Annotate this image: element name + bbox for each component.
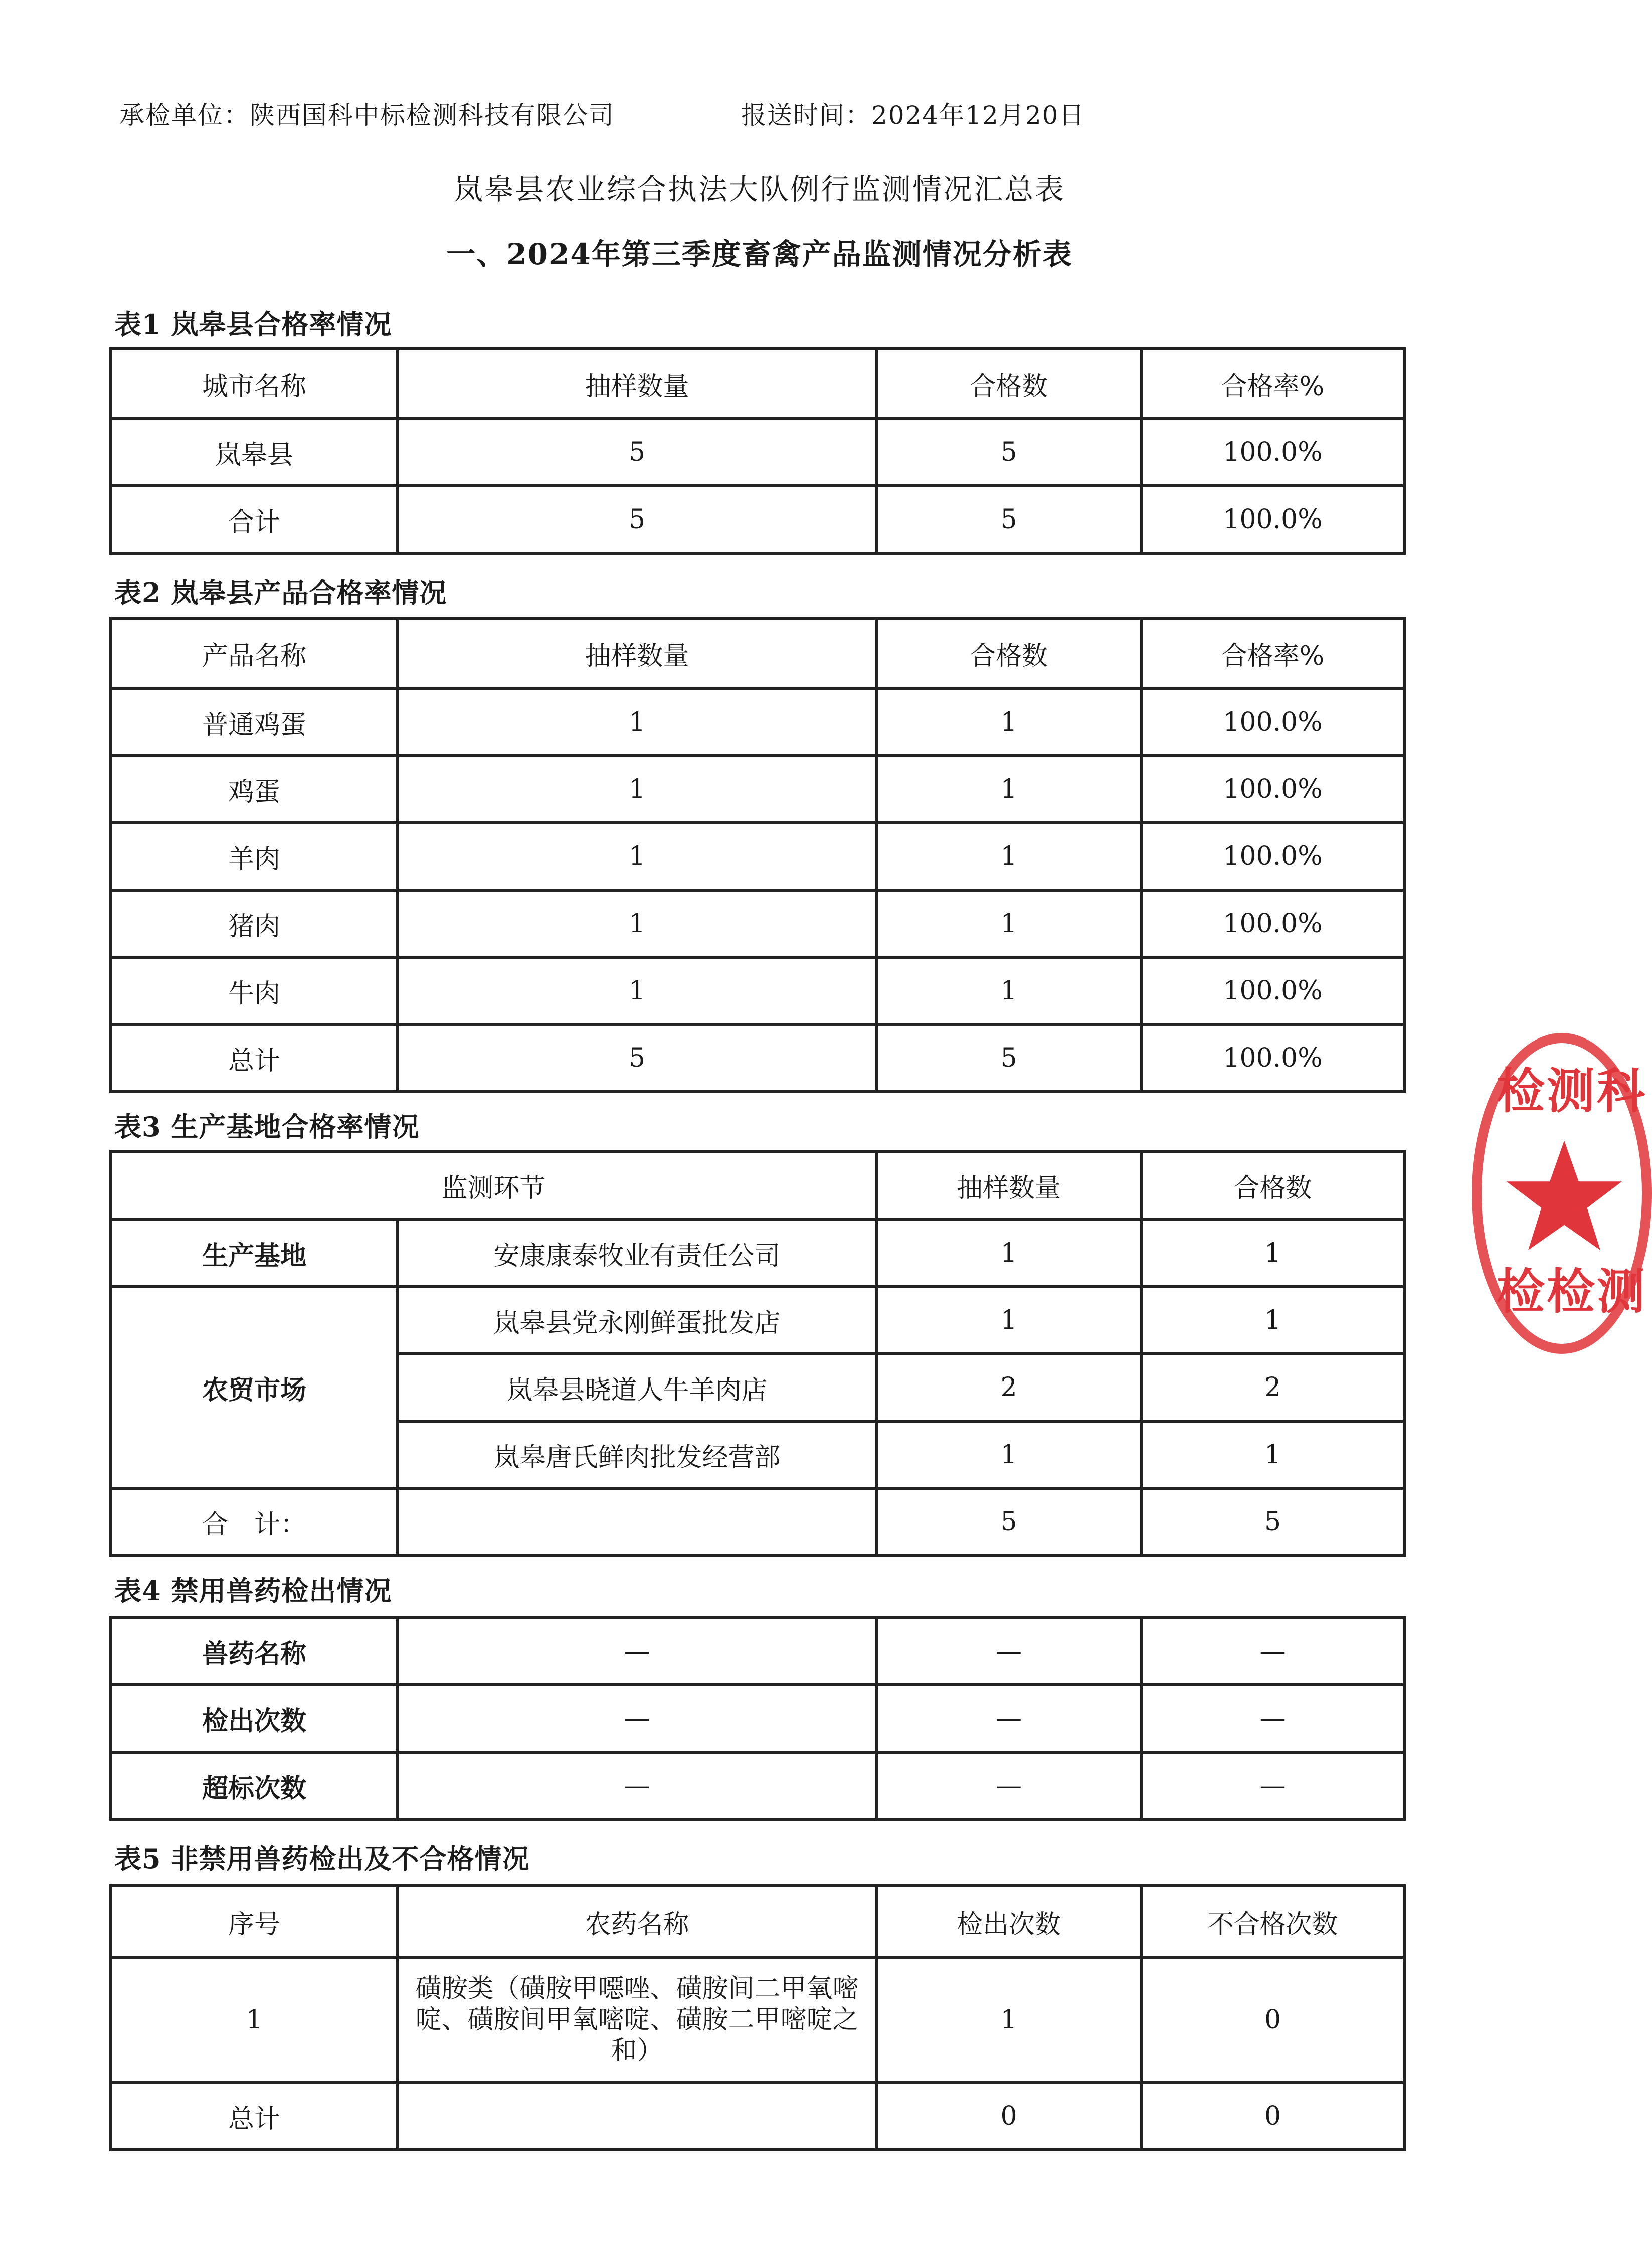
table1-header-cell: 合格数: [876, 349, 1141, 419]
table-cell: 兽药名称: [111, 1618, 398, 1685]
table-cell: 2: [1141, 1354, 1404, 1421]
table-cell: 磺胺类（磺胺甲噁唑、磺胺间二甲氧嘧啶、磺胺间甲氧嘧啶、磺胺二甲嘧啶之和）: [398, 1957, 876, 2083]
table-cell: 岚皋县晓道人牛羊肉店: [398, 1354, 876, 1421]
table-cell: 羊肉: [111, 823, 398, 890]
table-cell: 1: [398, 756, 876, 823]
table-cell: 100.0%: [1141, 756, 1404, 823]
document-title: 岚皋县农业综合执法大队例行监测情况汇总表: [453, 172, 1065, 206]
table-cell: 5: [876, 486, 1141, 553]
table-cell: 100.0%: [1141, 890, 1404, 957]
table-cell: 1: [398, 957, 876, 1024]
table-row: [111, 1685, 1404, 1752]
table-cell: 1: [876, 1957, 1141, 2083]
table-cell: 0: [876, 2083, 1141, 2150]
table-cell: 100.0%: [1141, 1024, 1404, 1092]
table-cell: 1: [876, 1421, 1141, 1488]
table5-header-cell: 不合格次数: [1141, 1886, 1404, 1957]
table-cell: 100.0%: [1141, 486, 1404, 553]
table2-header-cell: 合格数: [876, 618, 1141, 688]
table-cell: 0: [1141, 2083, 1404, 2150]
table4-caption: 表4 禁用兽药检出情况: [114, 1575, 392, 1607]
table-row: [111, 1752, 1404, 1819]
table-cell: —: [1141, 1685, 1404, 1752]
table-row: [111, 688, 1404, 756]
table-cell: 猪肉: [111, 890, 398, 957]
table2-header-cell: 产品名称: [111, 618, 398, 688]
table5-header-cell: 农药名称: [398, 1886, 876, 1957]
table-row: [111, 1957, 1404, 2083]
table-cell: 1: [876, 823, 1141, 890]
table-cell: 5: [1141, 1488, 1404, 1555]
table-cell: 5: [398, 419, 876, 486]
table-cell: 1: [876, 688, 1141, 756]
table2-caption: 表2 岚皋县产品合格率情况: [114, 577, 447, 609]
table3-caption: 表3 生产基地合格率情况: [114, 1111, 420, 1143]
table-cell: 1: [398, 890, 876, 957]
table5: [109, 1884, 1406, 2151]
table1-header-cell: 城市名称: [111, 349, 398, 419]
table-cell: —: [1141, 1618, 1404, 1685]
table-cell: 1: [876, 756, 1141, 823]
table-cell: 普通鸡蛋: [111, 688, 398, 756]
table5-header-row: [111, 1886, 1404, 1957]
table-cell: 1: [1141, 1421, 1404, 1488]
table3-header-cell: 监测环节: [111, 1151, 876, 1220]
seal-star-icon: [1504, 1136, 1624, 1256]
table3-market-label: 农贸市场: [111, 1287, 398, 1488]
table-cell: —: [398, 1618, 876, 1685]
table2: [109, 617, 1406, 1093]
table-cell: 5: [876, 1024, 1141, 1092]
table3: [109, 1150, 1406, 1557]
table-row: [111, 1287, 1404, 1354]
table-cell: 5: [398, 1024, 876, 1092]
table-cell: —: [398, 1685, 876, 1752]
document-subtitle: 一、2024年第三季度畜禽产品监测情况分析表: [446, 237, 1073, 271]
table-cell: 岚皋唐氏鲜肉批发经营部: [398, 1421, 876, 1488]
inspection-unit: 承检单位：陕西国科中标检测科技有限公司: [119, 101, 615, 130]
table5-header-cell: 序号: [111, 1886, 398, 1957]
table-cell: [398, 1488, 876, 1555]
table-cell: 鸡蛋: [111, 756, 398, 823]
table-cell: 岚皋县: [111, 419, 398, 486]
seal-text-top: 检测科: [1497, 1063, 1647, 1119]
table-cell: —: [1141, 1752, 1404, 1819]
table-row: [111, 756, 1404, 823]
table-row: [111, 1024, 1404, 1092]
table-cell: 合计: [111, 486, 398, 553]
table-cell: 100.0%: [1141, 419, 1404, 486]
table-row: [111, 890, 1404, 957]
table-cell: 1: [876, 1220, 1141, 1287]
table-cell: 1: [1141, 1287, 1404, 1354]
table-row: [111, 1618, 1404, 1685]
table-cell: 1: [876, 1287, 1141, 1354]
table3-header-row: [111, 1151, 1404, 1220]
table-cell: 2: [876, 1354, 1141, 1421]
table1: [109, 347, 1406, 555]
table-cell: 5: [876, 1488, 1141, 1555]
table-cell: 5: [876, 419, 1141, 486]
table-cell: 1: [1141, 1220, 1404, 1287]
table5-header-cell: 检出次数: [876, 1886, 1141, 1957]
table-cell: 1: [398, 688, 876, 756]
table1-header-row: [111, 349, 1404, 419]
table-cell: 100.0%: [1141, 957, 1404, 1024]
seal-text-bottom: 检检测: [1497, 1263, 1647, 1320]
table3-header-cell: 抽样数量: [876, 1151, 1141, 1220]
table-cell: 1: [398, 823, 876, 890]
table-row: [111, 957, 1404, 1024]
table2-header-cell: 合格率%: [1141, 618, 1404, 688]
table-cell: 1: [876, 957, 1141, 1024]
table1-header-cell: 合格率%: [1141, 349, 1404, 419]
table-cell: 岚皋县党永刚鲜蛋批发店: [398, 1287, 876, 1354]
table-row: [111, 1220, 1404, 1287]
table4: [109, 1616, 1406, 1821]
table-cell: 100.0%: [1141, 688, 1404, 756]
table-cell: 检出次数: [111, 1685, 398, 1752]
table-cell: —: [876, 1618, 1141, 1685]
table3-base-label: 生产基地: [111, 1220, 398, 1287]
table-row: [111, 2083, 1404, 2150]
table-cell: 5: [398, 486, 876, 553]
table-cell: 合 计：: [111, 1488, 398, 1555]
table-cell: —: [876, 1685, 1141, 1752]
table-cell: 超标次数: [111, 1752, 398, 1819]
table-cell: 100.0%: [1141, 823, 1404, 890]
table2-header-row: [111, 618, 1404, 688]
table3-total-row: [111, 1488, 1404, 1555]
table3-header-cell: 合格数: [1141, 1151, 1404, 1220]
table-cell: 总计: [111, 2083, 398, 2150]
table-cell: —: [876, 1752, 1141, 1819]
table-row: [111, 419, 1404, 486]
table-cell: 总计: [111, 1024, 398, 1092]
table1-caption: 表1 岚皋县合格率情况: [114, 308, 392, 340]
table5-caption: 表5 非禁用兽药检出及不合格情况: [114, 1843, 530, 1875]
table-row: [111, 823, 1404, 890]
table-cell: —: [398, 1752, 876, 1819]
table-cell: 安康康泰牧业有责任公司: [398, 1220, 876, 1287]
table-cell: [398, 2083, 876, 2150]
table1-header-cell: 抽样数量: [398, 349, 876, 419]
table-cell: 1: [111, 1957, 398, 2083]
report-date: 报送时间：2024年12月20日: [741, 101, 1085, 130]
table-cell: 0: [1141, 1957, 1404, 2083]
table2-header-cell: 抽样数量: [398, 618, 876, 688]
table-cell: 1: [876, 890, 1141, 957]
table-cell: 牛肉: [111, 957, 398, 1024]
table-row: [111, 486, 1404, 553]
